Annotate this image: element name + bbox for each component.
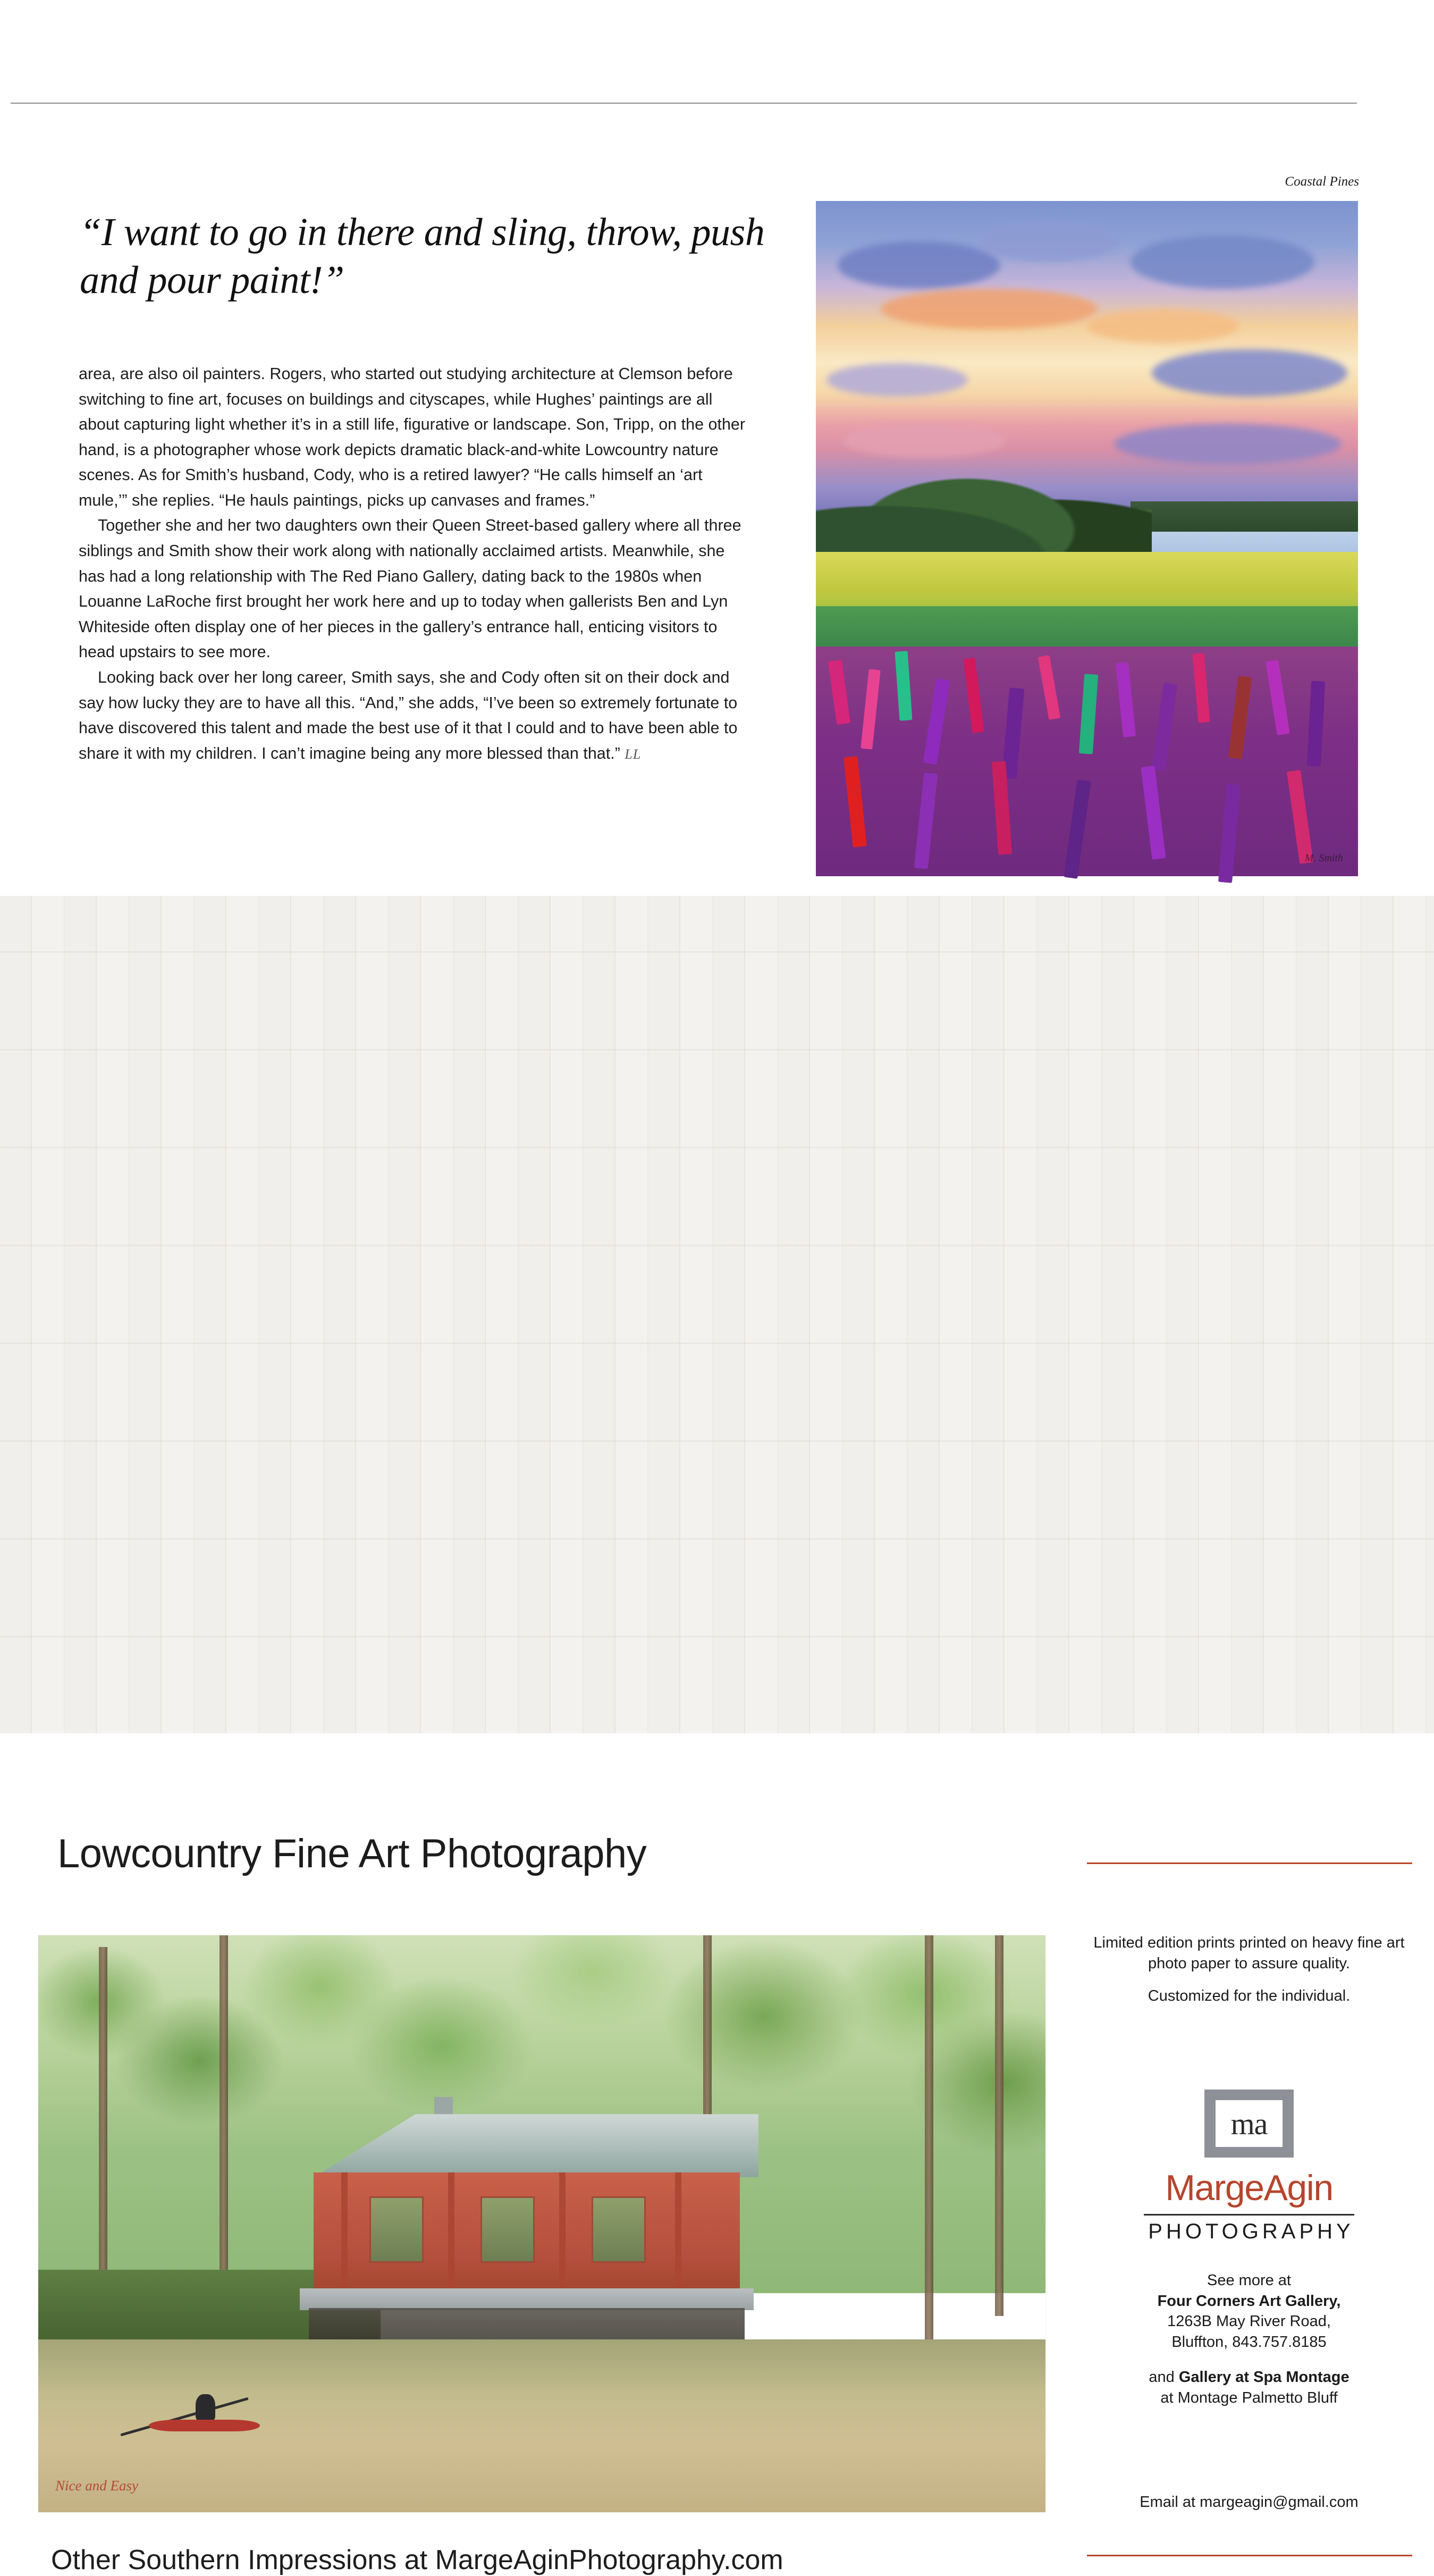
cabin-post (448, 2172, 454, 2294)
article-paragraph-3 (79, 665, 754, 766)
gallery-two-address: at Montage Palmetto Bluff (1160, 2389, 1338, 2406)
ad-rule-bottom (1087, 2555, 1412, 2556)
brush-stroke (1116, 662, 1136, 738)
article-body (79, 362, 754, 766)
brush-stroke (1218, 784, 1241, 883)
brush-stroke (1228, 676, 1252, 759)
brush-stroke (1079, 674, 1098, 754)
ad-email: Email at margeagin@gmail.com (1140, 2494, 1359, 2511)
cloud-shape (843, 424, 1006, 458)
brush-stroke (1141, 766, 1166, 860)
cloud-shape (1131, 235, 1315, 289)
brush-stroke (861, 669, 881, 750)
see-more-label: See more at (1207, 2272, 1291, 2289)
brush-stroke (1287, 770, 1313, 864)
photo-tree-trunk (220, 1935, 228, 2316)
editorial-page (0, 0, 1434, 896)
cloud-shape (1114, 424, 1342, 464)
ad-contact-block (1084, 2270, 1414, 2423)
brush-stroke (1266, 660, 1290, 735)
brush-stroke (828, 660, 850, 725)
gallery-one-name-text: Four Corners Art Gallery (1157, 2292, 1337, 2310)
ad-copy-column (1084, 1933, 1414, 2005)
cloud-shape (1152, 349, 1347, 397)
ad-photo-nice-and-easy (38, 1935, 1045, 2512)
ad-footer-text: Other Southern Impressions at MargeAginPhotography.com (51, 2545, 783, 2575)
gallery-one-name: Four Corners Art Gallery, (1157, 2292, 1341, 2310)
cloud-shape (838, 241, 1000, 289)
ad-customized-text: Customized for the individual. (1148, 1987, 1351, 2005)
brand-name: MargeAgin (1165, 2168, 1333, 2208)
cabin-window (592, 2196, 646, 2262)
ad-photo-caption: Nice and Easy (55, 2478, 138, 2494)
ma-monogram-text: ma (1216, 2100, 1283, 2147)
cloud-shape (979, 221, 1119, 262)
artwork-caption: Coastal Pines (1285, 174, 1359, 189)
cloud-shape (1087, 309, 1239, 343)
gallery-two-block (1084, 2367, 1414, 2408)
ad-headline: Lowcountry Fine Art Photography (57, 1831, 647, 1876)
gallery-one-address-line-2: Bluffton, 843.757.8185 (1171, 2333, 1327, 2351)
brush-stroke (843, 757, 867, 848)
cloud-shape (826, 363, 967, 397)
gallery-one-address-line-1: 1263B May River Road, (1167, 2313, 1331, 2330)
cabin-understructure (309, 2308, 744, 2339)
cabin-post (559, 2172, 566, 2294)
ad-logo (1084, 2090, 1414, 2244)
cabin-roof (295, 2114, 758, 2177)
brush-stroke (923, 678, 950, 765)
cloud-shape (881, 289, 1098, 329)
artwork-purple-field (816, 647, 1358, 876)
brush-stroke (1151, 683, 1177, 771)
ma-monogram-icon (1204, 2090, 1294, 2158)
brush-stroke (1038, 655, 1061, 720)
kayak-person (196, 2394, 216, 2421)
brush-stroke (895, 651, 912, 720)
photo-cabin (295, 2114, 758, 2356)
end-mark: LL (625, 746, 642, 762)
photo-tree-trunk (99, 1947, 107, 2305)
photo-tree-trunk (995, 1935, 1003, 2316)
artwork-coastal-pines (816, 201, 1358, 876)
cabin-post (675, 2172, 681, 2294)
article-paragraph-2: Together she and her two daughters own their Queen Street-based gallery where all three siblings and Smith show their work along with nationally acclaimed artists. Meanwhile, she has had a long relationship with The Red Piano Gallery, dating back to the 1980s when Louanne LaRoche first brought her work here and up to today when gallerists Ben and Lyn Whiteside often display one of her pieces in the gallery’s entrance hall, enticing visitors to head upstairs to see more. (79, 516, 741, 661)
ad-lead-text: Limited edition prints printed on heavy fine art photo paper to assure quality. (1093, 1934, 1405, 1972)
and-label: and (1149, 2369, 1175, 2386)
article-paragraph-1: area, are also oil painters. Rogers, who started out studying architecture at Clemson before switching to fine art, focuses on buildings and cityscapes, while Hughes’ paintings are all about capturing light whether it’s in a still life, figurative or landscape. Son, Tripp, on the other hand, is a photographer whose work depicts dramatic black-and-white Lowcountry nature scenes. As for Smith’s husband, Cody, who is a retired lawyer? “He calls himself an ‘art mule,’” she replies. “He hauls paintings, picks up canvases and frames.” (79, 365, 746, 509)
artwork-signature: M. Smith (1304, 852, 1343, 864)
gallery-two-name-text: Gallery at Spa Montage (1178, 2369, 1349, 2386)
brush-stroke (963, 658, 984, 733)
advertisement (0, 896, 1434, 2575)
brush-stroke (914, 773, 938, 869)
photo-kayaker (149, 2397, 259, 2431)
photo-tree-trunk (925, 1935, 933, 2339)
pull-quote: “I want to go in there and sling, throw, push and pour paint!” (80, 211, 765, 303)
gallery-two-name (1084, 2367, 1414, 2388)
gallery-one-block (1084, 2270, 1414, 2352)
cabin-post (341, 2172, 348, 2294)
brush-stroke (1192, 653, 1210, 723)
cabin-window (480, 2196, 535, 2262)
brand-subtitle: PHOTOGRAPHY (1144, 2214, 1354, 2244)
cabin-porch (300, 2288, 754, 2310)
article-paragraph-3-text: Looking back over her long career, Smith says, she and Cody often sit on their dock and say how lucky they are to have all this. “And,” she adds, “I’ve been so extremely fortunate to have discovered this talent and made the best use of it that I could and to have been able to share it with my children. I can’t imagine being any more blessed than that.” (79, 668, 738, 762)
brush-stroke (1064, 779, 1091, 879)
ad-rule-top (1087, 1862, 1412, 1864)
cabin-window (369, 2196, 424, 2262)
kayak-hull (149, 2420, 259, 2431)
brush-stroke (1307, 681, 1325, 766)
header-divider (11, 103, 1357, 104)
